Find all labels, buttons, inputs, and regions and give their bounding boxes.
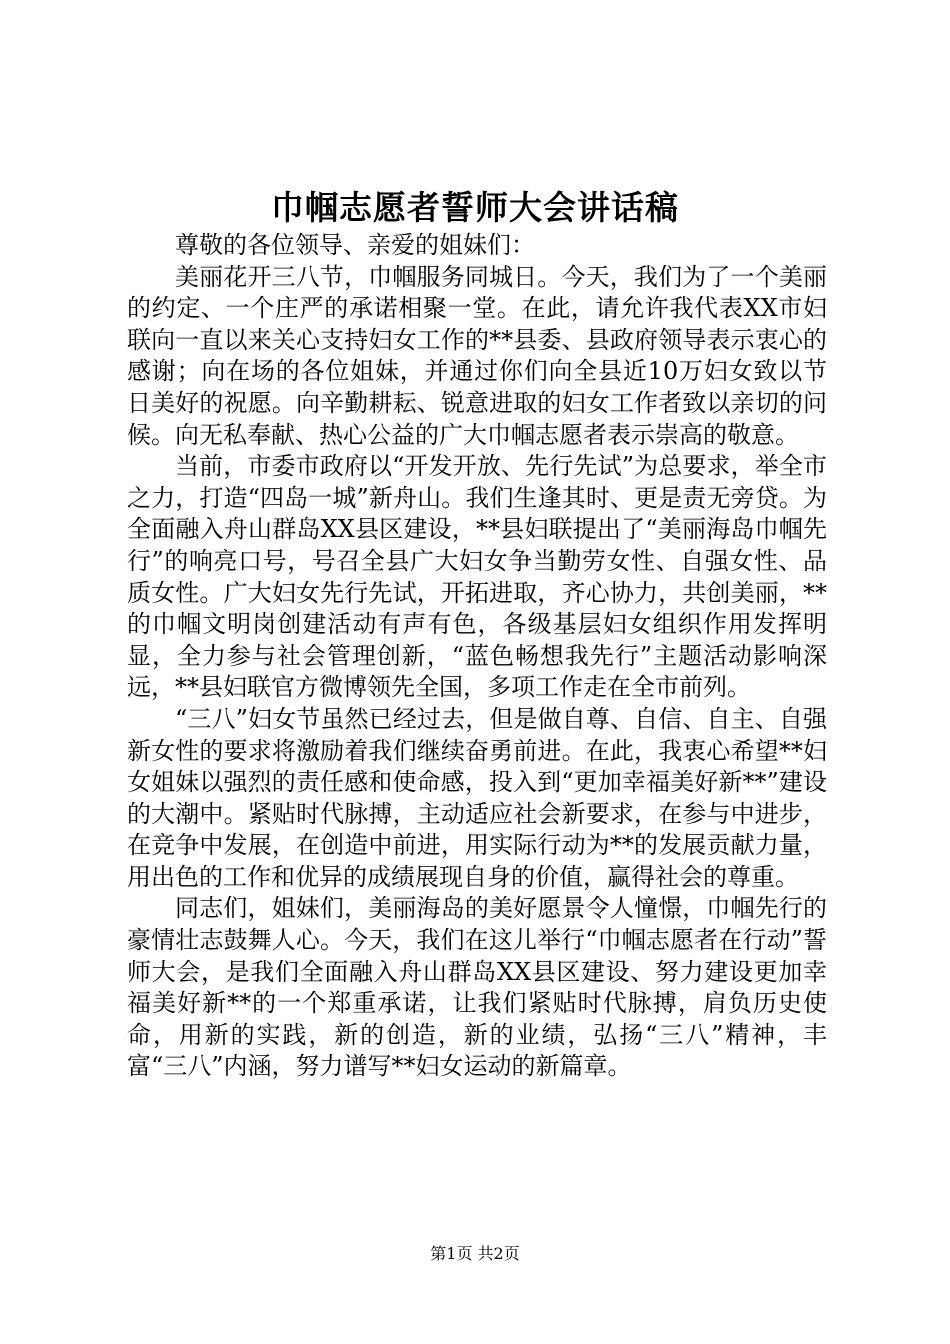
body-paragraph-1: 美丽花开三八节，巾帼服务同城日。今天，我们为了一个美丽的约定、一个庄严的承诺相聚一堂。在此，请允许我代表XX市妇联向一直以来关心支持妇女工作的**县委、县政府领导表示衷心的感谢；向在场的各位姐妹，并通过你们向全县近10万妇女致以节日美好的祝愿。向辛勤耕耘、锐意进取的妇女工作者致以亲切的问候。向无私奉献、热心公益的广大巾帼志愿者表示崇高的敬意。 [127, 262, 827, 449]
body-paragraph-3: “三八”妇女节虽然已经过去，但是做自尊、自信、自主、自强新女性的要求将激励着我们继续奋勇前进。在此，我衷心希望**妇女姐妹以强烈的责任感和使命感，投入到“更加幸福美好新**”建设的大潮中。紧贴时代脉搏，主动适应社会新要求，在参与中进步，在竞争中发展，在创造中前进，用实际行动为**的发展贡献力量，用出色的工作和优异的成绩展现自身的价值，赢得社会的尊重。 [127, 704, 827, 891]
document-body [127, 230, 827, 1083]
document-title: 巾帼志愿者誓师大会讲话稿 [271, 188, 679, 227]
salutation-paragraph: 尊敬的各位领导、亲爱的姐妹们： [175, 231, 535, 259]
body-paragraph-2: 当前，市委市政府以“开发开放、先行先试”为总要求，举全市之力，打造“四岛一城”新舟山。我们生逢其时、更是责无旁贷。为全面融入舟山群岛XX县区建设，**县妇联提出了“美丽海岛巾帼先行”的响亮口号，号召全县广大妇女争当勤劳女性、自强女性、品质女性。广大妇女先行先试，开拓进取，齐心协力，共创美丽，**的巾帼文明岗创建活动有声有色，各级基层妇女组织作用发挥明显，全力参与社会管理创新，“蓝色畅想我先行”主题活动影响深远，**县妇联官方微博领先全国，多项工作走在全市前列。 [127, 452, 827, 702]
page-number-footer: 第1页 共2页 [430, 1244, 520, 1263]
body-paragraph-4: 同志们，姐妹们，美丽海岛的美好愿景令人憧憬，巾帼先行的豪情壮志鼓舞人心。今天，我们在这儿举行“巾帼志愿者在行动”誓师大会，是我们全面融入舟山群岛XX县区建设、努力建设更加幸福美好新**的一个郑重承诺，让我们紧贴时代脉搏，肩负历史使命，用新的实践，新的创造，新的业绩，弘扬“三八”精神，丰富“三八”内涵，努力谱写**妇女运动的新篇章。 [127, 894, 827, 1081]
